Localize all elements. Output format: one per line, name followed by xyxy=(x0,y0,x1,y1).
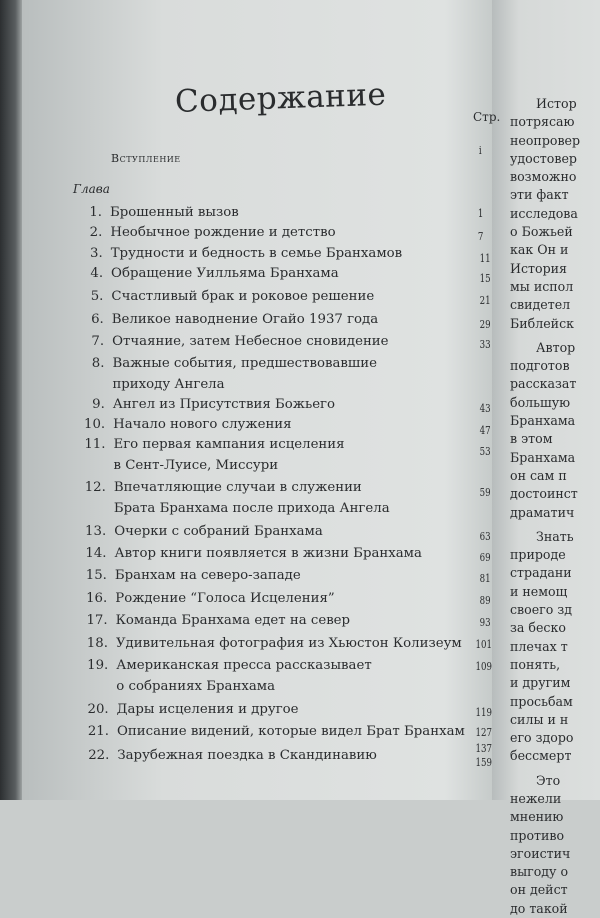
chapter-number: 9. xyxy=(92,397,105,412)
chapter-title: Необычное рождение и детство xyxy=(110,225,336,240)
chapter-number: 13. xyxy=(85,524,107,539)
facing-page-line: потрясаю xyxy=(510,114,575,130)
facing-page-text xyxy=(510,89,580,918)
chapter-title: Брата Бранхама после прихода Ангела xyxy=(113,501,390,516)
chapter-title: Американская пресса рассказывает xyxy=(116,658,372,673)
facing-page-line: достоинст xyxy=(510,486,578,502)
chapter-title: Автор книги появляется в жизни Бранхама xyxy=(114,546,422,561)
intro-entry: Вступление xyxy=(111,152,181,165)
facing-page-line: он дейст xyxy=(510,882,568,898)
facing-page-line: Это xyxy=(536,772,561,788)
chapter-number: 1. xyxy=(89,205,102,220)
chapter-number: 15. xyxy=(85,568,107,583)
chapter-page-number: 15 xyxy=(479,271,491,285)
chapter-number: 6. xyxy=(91,312,104,327)
page-title: Содержание xyxy=(174,76,387,120)
chapter-title: Очерки с собраний Бранхама xyxy=(114,524,323,539)
facing-page-line: до такой xyxy=(510,900,568,916)
chapter-number: 12. xyxy=(84,480,106,495)
chapter-title: Обращение Уилльяма Бранхама xyxy=(111,266,339,281)
facing-page-line: плечах т xyxy=(510,638,568,654)
facing-page-line: подготов xyxy=(510,358,570,374)
chapter-page-number: 1 xyxy=(477,206,484,220)
facing-page-line: и немощ xyxy=(510,583,568,599)
chapter-number: 21. xyxy=(87,724,109,739)
facing-page-line: Истор xyxy=(536,96,577,111)
chapter-title: Важные события, предшествовавшие xyxy=(112,356,377,371)
chapter-page-number: 11 xyxy=(479,251,491,265)
facing-page-line: и другим xyxy=(510,675,571,691)
chapter-title: Его первая кампания исцеления xyxy=(113,437,345,452)
chapter-page-number: 7 xyxy=(477,229,484,243)
chapter-page-number: 159 xyxy=(475,755,492,769)
facing-page-line: природе xyxy=(510,547,566,563)
chapter-title: Начало нового служения xyxy=(113,417,292,432)
chapter-number: 3. xyxy=(90,246,103,261)
chapter-title: Брошенный вызов xyxy=(110,205,239,220)
facing-page-line: просьбам xyxy=(510,693,573,709)
facing-page-line: большую xyxy=(510,394,571,410)
facing-page-line: рассказат xyxy=(510,376,577,392)
facing-page-line: мы испол xyxy=(510,278,574,294)
chapter-title: Рождение “Голоса Исцеления” xyxy=(115,591,335,606)
chapter-title: в Сент-Луисе, Миссури xyxy=(113,458,279,473)
page-column-header: Стр. xyxy=(473,110,501,124)
chapter-page-number: 109 xyxy=(475,659,492,673)
chapter-title: Трудности и бедность в семье Бранхамов xyxy=(110,246,403,261)
chapter-page-number: 93 xyxy=(479,615,491,629)
chapter-title: о собраниях Бранхама xyxy=(116,679,276,694)
facing-page-line: выгоду о xyxy=(510,864,569,880)
facing-page-line: исследова xyxy=(510,205,578,221)
facing-page-line: противо xyxy=(510,827,565,843)
chapter-number: 10. xyxy=(83,417,106,432)
chapter-page-number: 137 xyxy=(475,741,492,755)
chapter-title: Удивительная фотография из Хьюстон Колизеум xyxy=(115,636,462,651)
chapter-page-number: 59 xyxy=(479,485,491,499)
chapter-number: 19. xyxy=(87,658,109,673)
chapter-page-number: 127 xyxy=(475,725,492,739)
chapter-number: 16. xyxy=(86,591,108,606)
chapter-title: Великое наводнение Огайо 1937 года xyxy=(111,312,379,327)
facing-page-line: как Он и xyxy=(510,242,569,258)
chapter-page-number: 21 xyxy=(479,293,491,307)
chapter-title: Отчаяние, затем Небесное сновидение xyxy=(112,334,389,349)
facing-page-line: своего зд xyxy=(510,602,572,618)
facing-page-line: мнению xyxy=(510,809,564,825)
chapter-label: Глава xyxy=(73,182,110,196)
chapter-number: 11. xyxy=(84,437,106,452)
chapter-title: Счастливый брак и роковое решение xyxy=(111,289,375,304)
facing-page-line: неопровер xyxy=(510,132,581,148)
facing-page-line: Бранхама xyxy=(510,449,576,465)
facing-page-line: Автор xyxy=(536,339,576,355)
chapter-title: Описание видений, которые видел Брат Бранхам xyxy=(117,724,465,739)
facing-page-line: Знать xyxy=(536,528,574,544)
facing-page-line: за беско xyxy=(510,620,566,636)
chapter-number: 17. xyxy=(86,613,108,628)
facing-page-line: свидетел xyxy=(510,297,571,313)
chapter-page-number: 81 xyxy=(479,571,491,585)
chapter-title: приходу Ангела xyxy=(112,377,225,392)
chapter-page-number: 47 xyxy=(479,423,491,437)
facing-page-line: возможно xyxy=(510,169,577,185)
chapter-number: 22. xyxy=(88,748,110,763)
facing-page-line: понять, xyxy=(510,656,561,672)
chapter-number: 7. xyxy=(91,334,105,349)
facing-page-line: страдани xyxy=(510,565,572,581)
chapter-number: 4. xyxy=(90,266,104,281)
facing-page-line: о Божьей xyxy=(510,224,573,240)
chapter-title: Дары исцеления и другое xyxy=(116,702,299,717)
chapter-page-number: 43 xyxy=(479,401,491,415)
facing-page-line: в этом xyxy=(510,431,553,447)
chapter-title: Бранхам на северо-западе xyxy=(114,568,301,583)
chapter-title: Ангел из Присутствия Божьего xyxy=(112,397,336,412)
facing-page-line: эти факт xyxy=(510,187,569,203)
chapter-page-number: 29 xyxy=(479,317,491,331)
chapter-title: Впечатляющие случаи в служении xyxy=(113,480,362,495)
facing-page-line: бессмерт xyxy=(510,748,572,764)
chapter-number: 8. xyxy=(91,356,105,371)
chapter-number: 14. xyxy=(85,546,107,561)
chapter-page-number: 33 xyxy=(479,337,491,351)
chapter-page-number: 101 xyxy=(475,637,492,651)
facing-page-line: он сам п xyxy=(510,467,567,483)
facing-page-line: удостовер xyxy=(510,150,577,166)
chapter-page-number: 89 xyxy=(479,593,491,607)
chapter-number: 2. xyxy=(89,225,103,240)
chapter-number: 5. xyxy=(90,289,104,304)
intro-page: i xyxy=(478,143,482,157)
facing-page-line: История xyxy=(510,260,567,276)
facing-page-line: Бранхама xyxy=(510,413,576,429)
chapter-title: Команда Бранхама едет на север xyxy=(115,613,351,628)
chapter-page-number: 63 xyxy=(479,529,491,543)
chapter-page-number: 119 xyxy=(475,705,492,719)
facing-page-line: силы и н xyxy=(510,711,569,727)
facing-page-line: нежели xyxy=(510,790,562,806)
chapter-number: 20. xyxy=(87,702,109,717)
facing-page-line: Библейск xyxy=(510,315,575,331)
facing-page-line: его здоро xyxy=(510,730,574,746)
chapter-page-number: 69 xyxy=(479,550,491,564)
chapter-number: 18. xyxy=(86,636,108,651)
chapter-page-number: 53 xyxy=(479,444,491,458)
facing-page-line: драматич xyxy=(510,504,575,520)
facing-page-line: эгоистич xyxy=(510,845,571,861)
chapter-title: Зарубежная поездка в Скандинавию xyxy=(117,748,377,763)
